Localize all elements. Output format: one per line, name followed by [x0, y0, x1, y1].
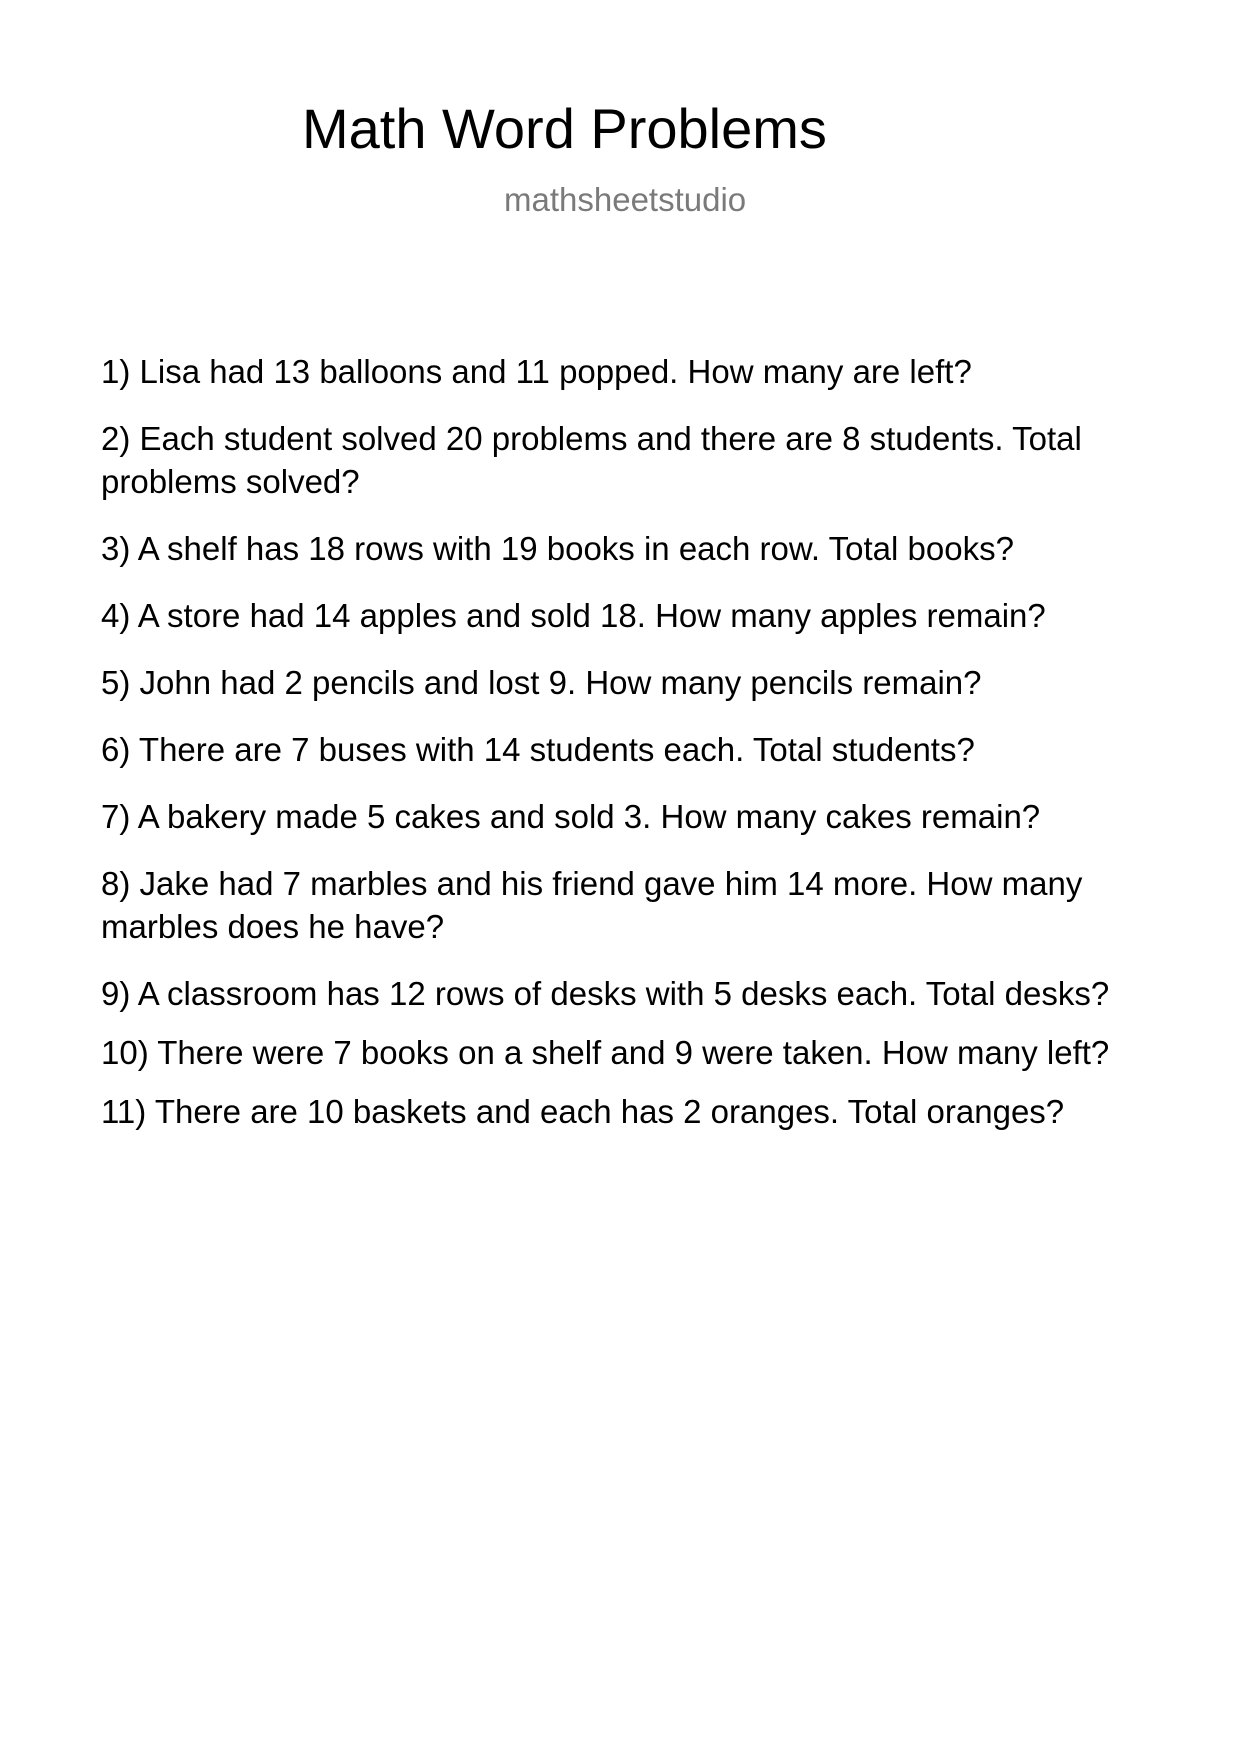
problem-item: 4) A store had 14 apples and sold 18. How many apples remain? [101, 597, 1046, 634]
page-subtitle: mathsheetstudio [504, 181, 747, 218]
problem-list [101, 350, 1161, 1157]
problem-item: 11) There are 10 baskets and each has 2 oranges. Total oranges? [101, 1093, 1065, 1130]
problem-item: 1) Lisa had 13 balloons and 11 popped. How many are left? [101, 353, 972, 390]
page-title: Math Word Problems [302, 97, 827, 160]
problem-item: 7) A bakery made 5 cakes and sold 3. How many cakes remain? [101, 798, 1041, 835]
problem-item: 8) Jake had 7 marbles and his friend gave him 14 more. How many marbles does he have? [101, 865, 1083, 945]
problem-item: 9) A classroom has 12 rows of desks with 5 desks each. Total desks? [101, 975, 1110, 1012]
problem-item: 3) A shelf has 18 rows with 19 books in each row. Total books? [101, 530, 1014, 567]
problem-item: 6) There are 7 buses with 14 students each. Total students? [101, 731, 975, 768]
problem-item: 10) There were 7 books on a shelf and 9 were taken. How many left? [101, 1034, 1110, 1071]
problem-item: 5) John had 2 pencils and lost 9. How many pencils remain? [101, 664, 982, 701]
problem-item: 2) Each student solved 20 problems and there are 8 students. Total problems solved? [101, 420, 1082, 500]
